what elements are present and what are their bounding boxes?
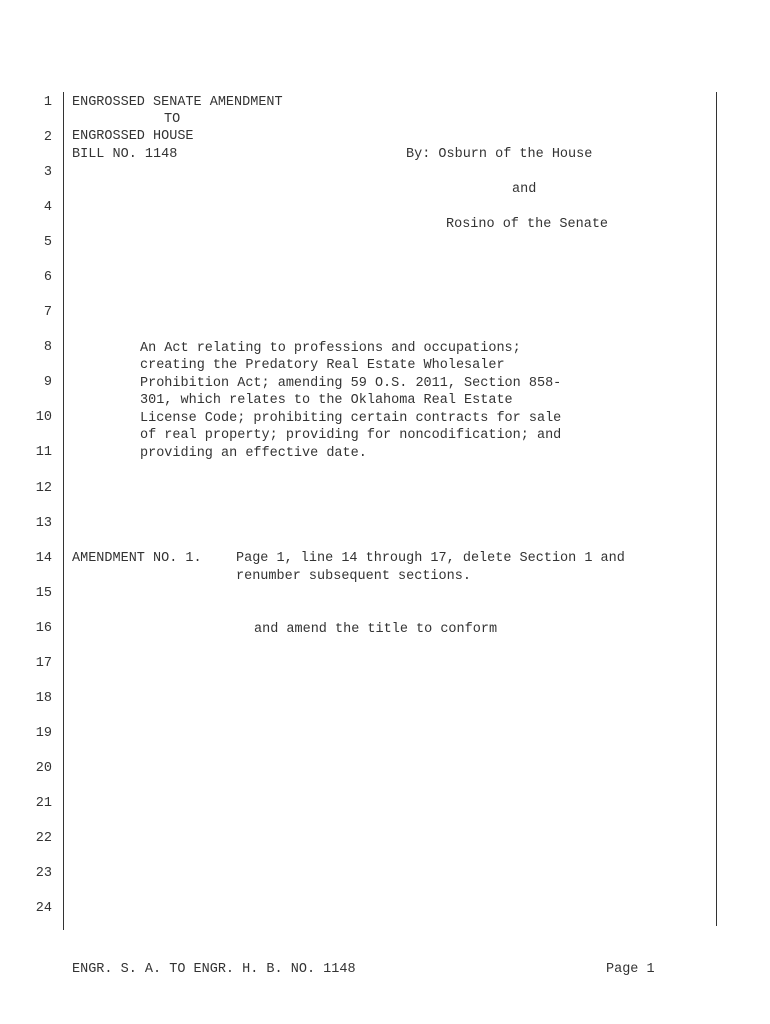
line-number: 23	[35, 866, 52, 881]
amend-title-conform: and amend the title to conform	[254, 622, 498, 637]
line-number: 10	[35, 410, 52, 425]
author-house: By: Osburn of the House	[406, 147, 593, 162]
right-margin-rule	[716, 92, 717, 926]
title-line: of real property; providing for noncodification; and	[140, 428, 562, 443]
title-line: creating the Predatory Real Estate Wholesaler	[140, 358, 505, 373]
header-title: ENGROSSED SENATE AMENDMENT	[72, 95, 283, 110]
title-line: providing an effective date.	[140, 446, 367, 461]
bill-number: BILL NO. 1148	[72, 147, 178, 162]
line-number: 18	[35, 691, 52, 706]
left-margin-rule	[63, 92, 64, 930]
line-number: 15	[35, 586, 52, 601]
footer-bill-reference: ENGR. S. A. TO ENGR. H. B. NO. 1148	[72, 962, 356, 977]
line-number: 1	[43, 95, 52, 110]
title-line: License Code; prohibiting certain contracts for sale	[140, 411, 562, 426]
line-number: 5	[43, 235, 52, 250]
line-number: 20	[35, 761, 52, 776]
title-line: An Act relating to professions and occupations;	[140, 341, 521, 356]
title-line: 301, which relates to the Oklahoma Real Estate	[140, 393, 513, 408]
line-number: 13	[35, 516, 52, 531]
line-number: 2	[43, 130, 52, 145]
line-number: 8	[43, 340, 52, 355]
page-number: Page 1	[606, 962, 655, 977]
amendment-label: AMENDMENT NO. 1.	[72, 551, 202, 566]
line-number: 14	[35, 551, 52, 566]
line-number: 21	[35, 796, 52, 811]
line-number: 24	[35, 901, 52, 916]
line-number: 19	[35, 726, 52, 741]
line-number: 12	[35, 481, 52, 496]
line-number: 22	[35, 831, 52, 846]
author-senate: Rosino of the Senate	[446, 217, 609, 232]
amendment-text: renumber subsequent sections.	[236, 569, 471, 584]
line-number: 17	[35, 656, 52, 671]
header-to: TO	[164, 112, 181, 127]
line-number: 6	[43, 270, 52, 285]
line-number: 9	[43, 375, 52, 390]
line-number: 7	[43, 305, 52, 320]
header-house: ENGROSSED HOUSE	[72, 129, 194, 144]
title-line: Prohibition Act; amending 59 O.S. 2011, Section 858-	[140, 376, 562, 391]
line-number: 11	[35, 445, 52, 460]
line-number: 3	[43, 165, 52, 180]
amendment-text: Page 1, line 14 through 17, delete Section 1 and	[236, 551, 625, 566]
line-number: 16	[35, 621, 52, 636]
author-and: and	[512, 182, 537, 197]
line-number: 4	[43, 200, 52, 215]
